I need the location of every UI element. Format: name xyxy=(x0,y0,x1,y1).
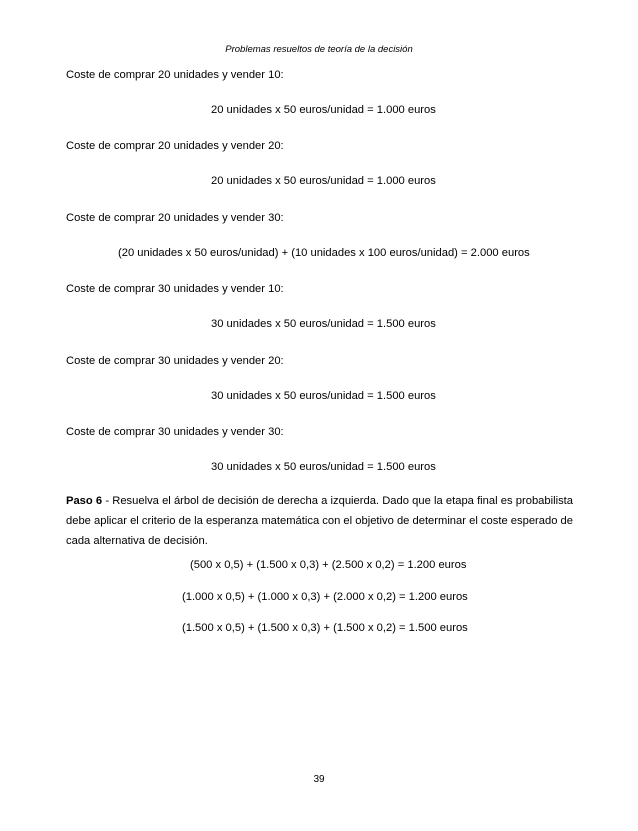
cost-label: Coste de comprar 20 unidades y vender 20: xyxy=(66,140,284,152)
cost-label: Coste de comprar 30 unidades y vender 10: xyxy=(66,283,284,295)
cost-label: Coste de comprar 30 unidades y vender 20: xyxy=(66,355,284,367)
expected-value-formula: (1.500 x 0,5) + (1.500 x 0,3) + (1.500 x 0,2) = 1.500 euros xyxy=(182,622,468,634)
cost-formula: (20 unidades x 50 euros/unidad) + (10 unidades x 100 euros/unidad) = 2.000 euros xyxy=(118,247,530,259)
cost-label: Coste de comprar 30 unidades y vender 30: xyxy=(66,426,284,438)
cost-formula: 30 unidades x 50 euros/unidad = 1.500 euros xyxy=(211,318,436,330)
running-header: Problemas resueltos de teoría de la decisión xyxy=(225,44,413,55)
cost-formula: 20 unidades x 50 euros/unidad = 1.000 euros xyxy=(211,104,436,116)
expected-value-formula: (1.000 x 0,5) + (1.000 x 0,3) + (2.000 x 0,2) = 1.200 euros xyxy=(182,591,468,603)
cost-formula: 30 unidades x 50 euros/unidad = 1.500 euros xyxy=(211,461,436,473)
cost-label: Coste de comprar 20 unidades y vender 30: xyxy=(66,212,284,224)
page-number: 39 xyxy=(313,774,325,785)
step-paragraph xyxy=(66,491,573,551)
expected-value-formula: (500 x 0,5) + (1.500 x 0,3) + (2.500 x 0,2) = 1.200 euros xyxy=(190,559,467,571)
step-text: - Resuelva el árbol de decisión de derecha a izquierda. Dado que la etapa final es probabilista debe aplicar el criterio de la esperanza matemática con el objetivo de determinar el coste esperado de cada alternativa de decisión. xyxy=(66,495,573,547)
cost-formula: 30 unidades x 50 euros/unidad = 1.500 euros xyxy=(211,390,436,402)
cost-formula: 20 unidades x 50 euros/unidad = 1.000 euros xyxy=(211,175,436,187)
step-label: Paso 6 xyxy=(66,495,103,507)
cost-label: Coste de comprar 20 unidades y vender 10: xyxy=(66,69,284,81)
